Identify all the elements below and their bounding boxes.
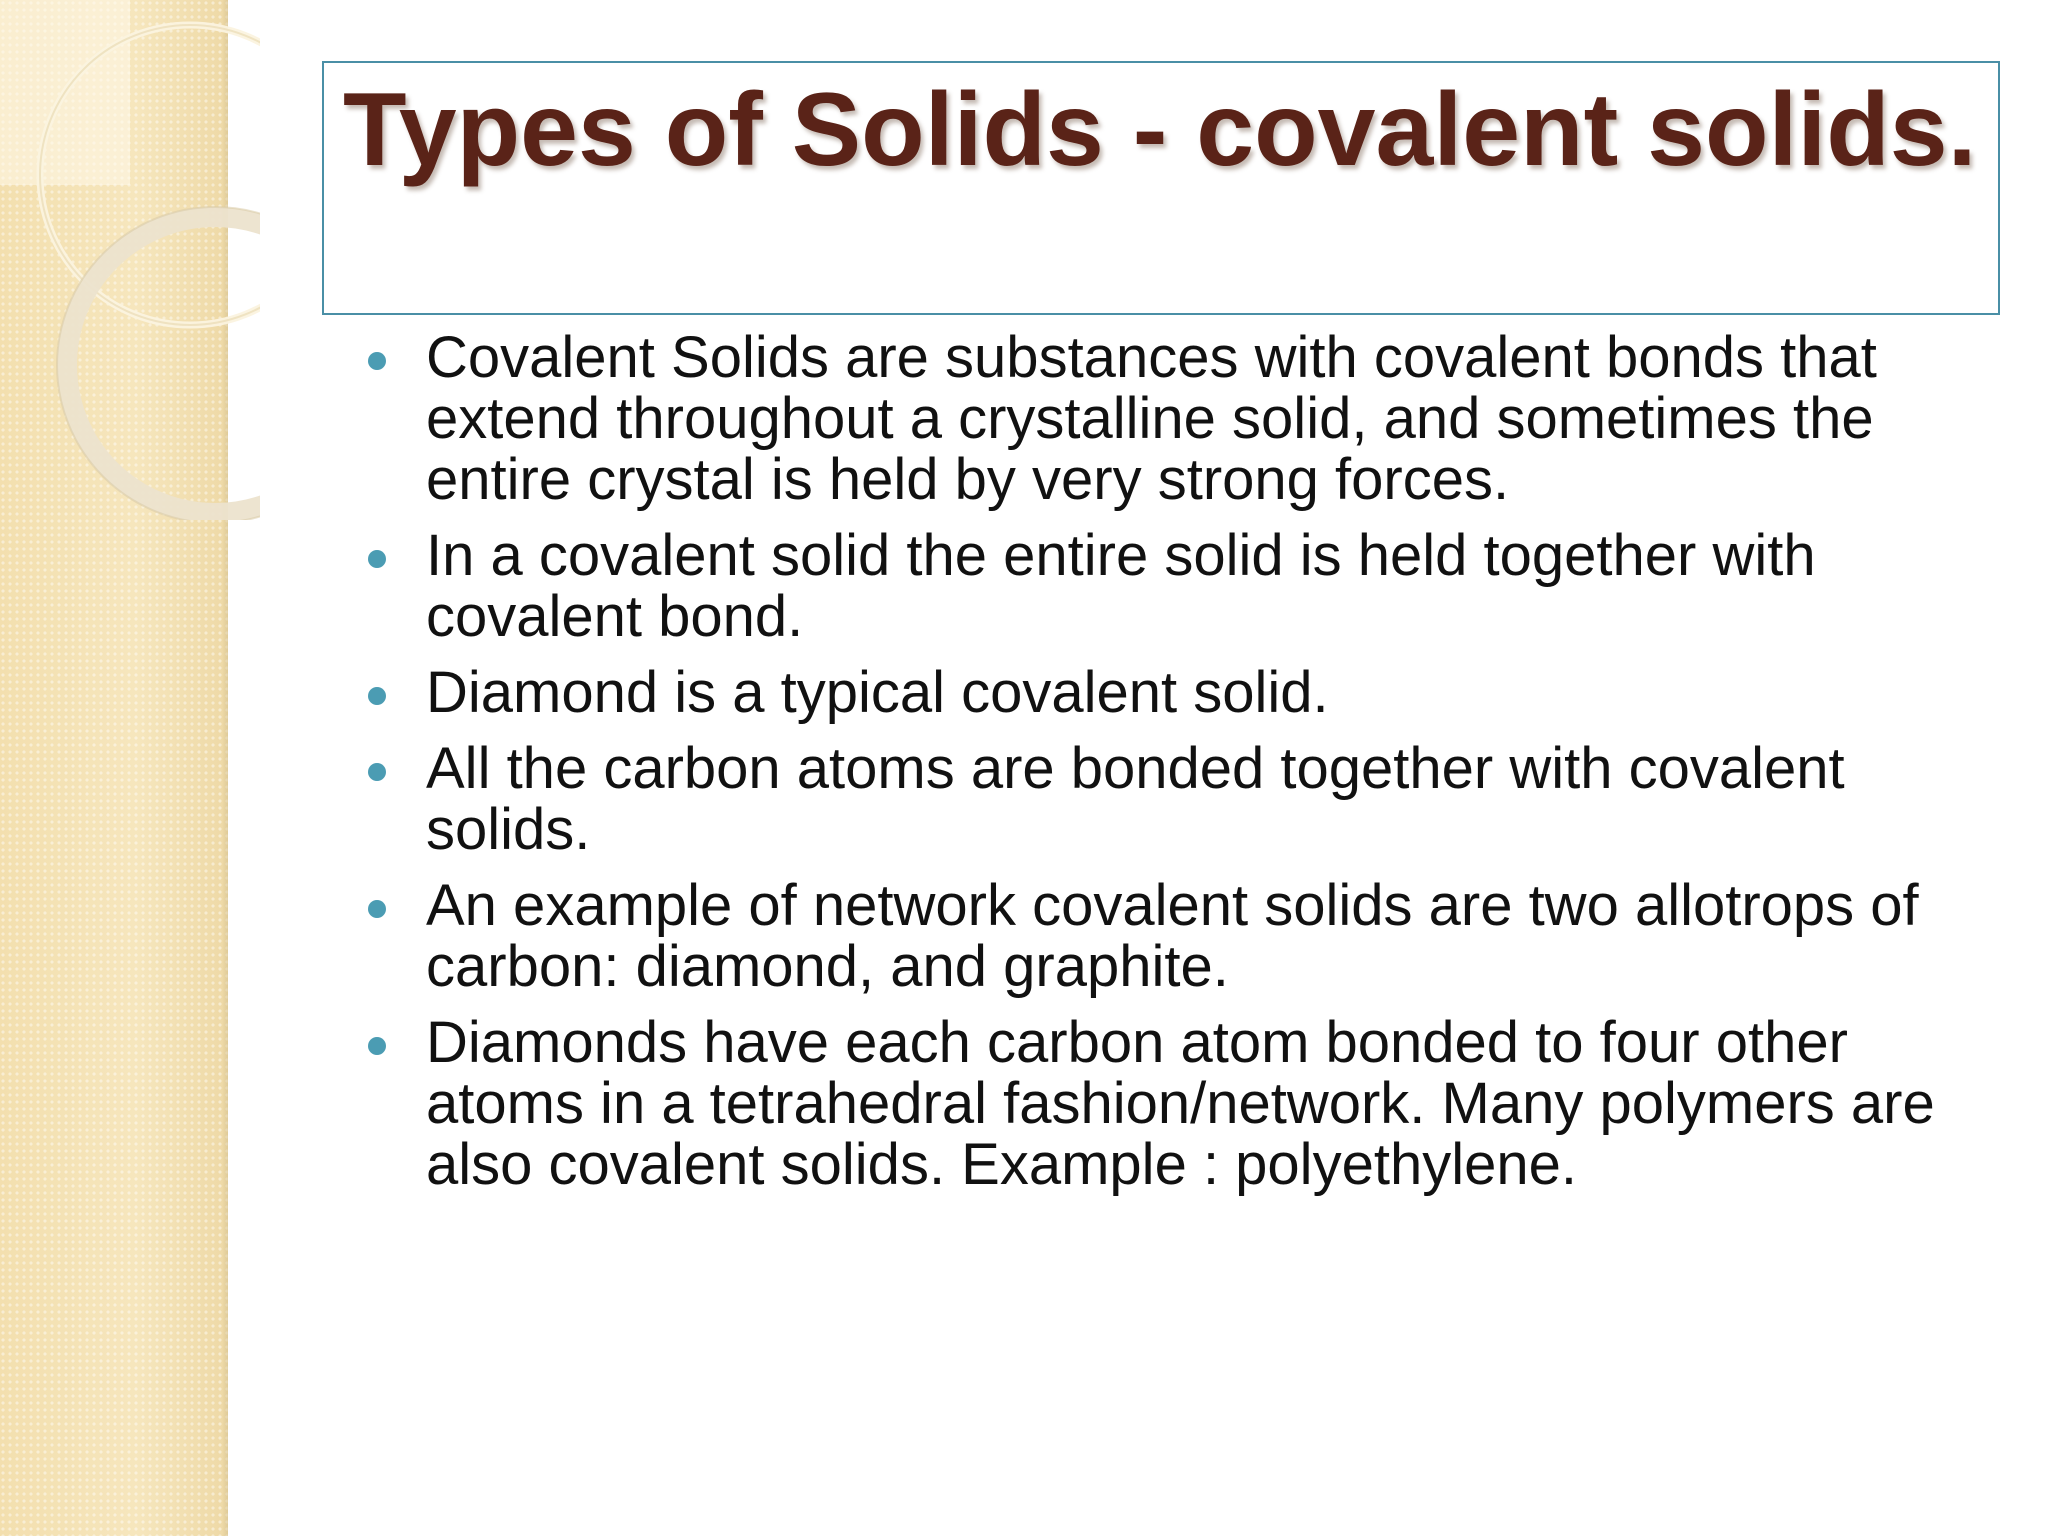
decorative-rings	[0, 0, 260, 520]
bullet-dot-icon	[368, 763, 386, 781]
bullet-text: Diamond is a typical covalent solid.	[426, 660, 1329, 725]
bullet-dot-icon	[368, 352, 386, 370]
bullet-item	[360, 662, 2020, 723]
bullet-dot-icon	[368, 687, 386, 705]
bullet-dot-icon	[368, 1037, 386, 1055]
slide-title: Types of Solids - covalent solids.	[343, 72, 1977, 188]
bullet-item	[360, 738, 2020, 860]
bullet-item	[360, 1012, 2020, 1195]
bullet-text: Covalent Solids are substances with covalent bonds that extend throughout a crystalline solid, and sometimes the entire crystal is held by very strong forces.	[426, 325, 1877, 512]
bullet-dot-icon	[368, 550, 386, 568]
bullet-text: Diamonds have each carbon atom bonded to four other atoms in a tetrahedral fashion/network. Many polymers are also covalent solids. Example : polyethylene.	[426, 1010, 1935, 1197]
bullet-dot-icon	[368, 900, 386, 918]
bullet-list	[360, 327, 2020, 1210]
bullet-item	[360, 875, 2020, 997]
bullet-item	[360, 327, 2020, 510]
bullet-text: All the carbon atoms are bonded together with covalent solids.	[426, 736, 1845, 862]
bullet-text: An example of network covalent solids are two allotrops of carbon: diamond, and graphite.	[426, 873, 1919, 999]
bullet-item	[360, 525, 2020, 647]
bullet-text: In a covalent solid the entire solid is held together with covalent bond.	[426, 523, 1816, 649]
